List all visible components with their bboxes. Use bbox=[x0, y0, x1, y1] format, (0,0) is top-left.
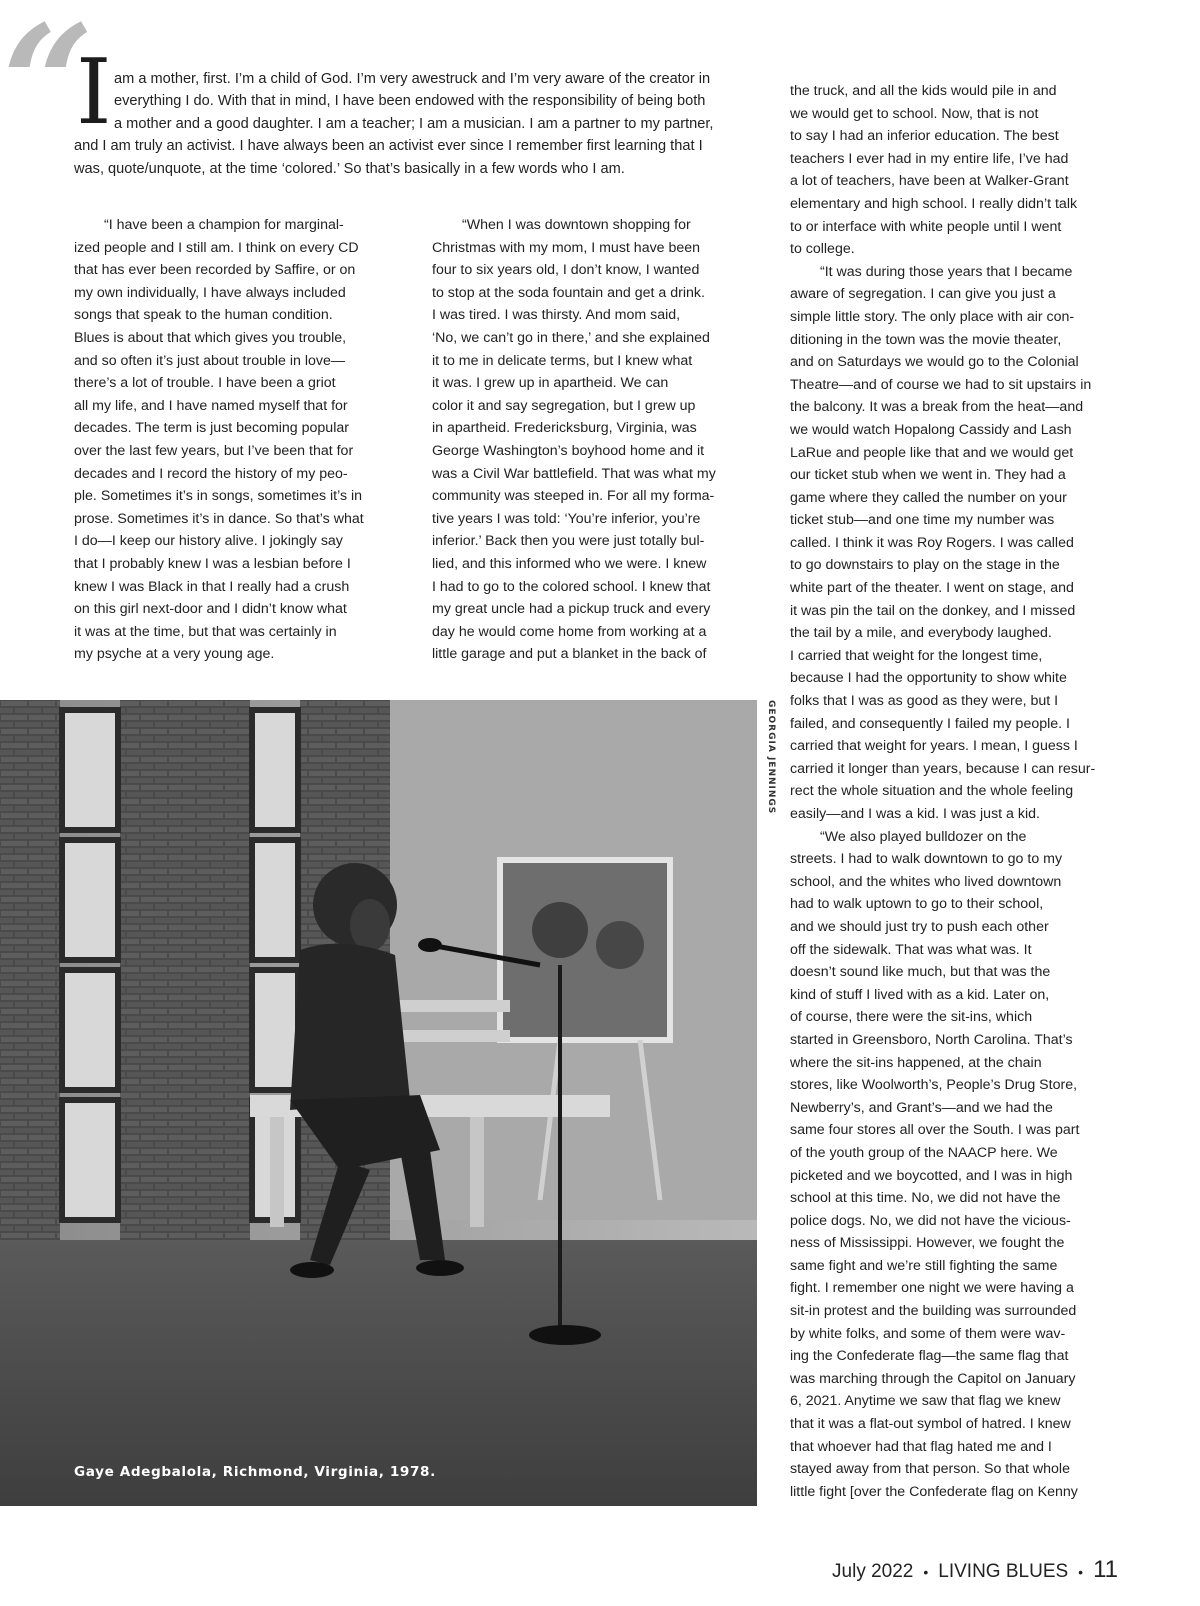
text-line: we would watch Hopalong Cassidy and Lash bbox=[790, 421, 1072, 438]
text-line: to college. bbox=[790, 241, 855, 258]
text-line: LaRue and people like that and we would get bbox=[790, 444, 1074, 461]
intro-paragraph bbox=[74, 68, 774, 180]
text-line: lied, and this informed who we were. I knew bbox=[432, 555, 707, 572]
text-line: that whoever had that flag hated me and I bbox=[790, 1438, 1052, 1455]
text-line: ticket stub—and one time my number was bbox=[790, 512, 1055, 529]
text-line: we would get to school. Now, that is not bbox=[790, 105, 1039, 122]
text-line: to go downstairs to play on the stage in the bbox=[790, 557, 1060, 574]
text-line: prose. Sometimes it’s in dance. So that’s what bbox=[74, 510, 364, 527]
text-line: George Washington’s boyhood home and it bbox=[432, 442, 705, 459]
text-line: teachers I ever had in my entire life, I’ve had bbox=[790, 150, 1069, 167]
text-line: and so often it’s just about trouble in love— bbox=[74, 352, 346, 369]
text-line: I was tired. I was thirsty. And mom said, bbox=[432, 307, 681, 324]
text-line: four to six years old, I don’t know, I wanted bbox=[432, 262, 700, 279]
text-line: folks that I was as good as they were, but I bbox=[790, 693, 1059, 710]
text-line: “I have been a champion for marginal- bbox=[104, 217, 344, 233]
intro-line: was, quote/unquote, at the time ‘colored.’ So that’s basically in a few words who I am. bbox=[74, 160, 625, 177]
text-line: it was pin the tail on the donkey, and I missed bbox=[790, 602, 1076, 619]
page-number: 11 bbox=[1093, 1556, 1118, 1583]
text-line: of course, there were the sit-ins, which bbox=[790, 1009, 1033, 1026]
text-line: our ticket stub when we went in. They had a bbox=[790, 467, 1066, 484]
text-line: ing the Confederate flag—the same flag that bbox=[790, 1348, 1069, 1365]
performer-photo bbox=[0, 700, 757, 1506]
text-line: “It was during those years that I became bbox=[820, 263, 1073, 280]
text-line: same fight and we’re still fighting the same bbox=[790, 1257, 1058, 1274]
text-line: started in Greensboro, North Carolina. That’s bbox=[790, 1031, 1073, 1048]
text-line: carried that weight for years. I mean, I guess I bbox=[790, 738, 1078, 755]
text-line: and we should just try to push each other bbox=[790, 918, 1049, 935]
text-line: Blues is about that which gives you trouble, bbox=[74, 329, 347, 346]
text-line: the balcony. It was a break from the heat—and bbox=[790, 399, 1084, 416]
text-line: because I had the opportunity to show white bbox=[790, 670, 1067, 687]
text-line: off the sidewalk. That was what was. It bbox=[790, 941, 1032, 958]
text-line: picketed and we boycotted, and I was in high bbox=[790, 1167, 1073, 1184]
text-line: there’s a lot of trouble. I have been a griot bbox=[74, 375, 336, 392]
text-line: aware of segregation. I can give you just a bbox=[790, 286, 1056, 303]
text-line: to stop at the soda fountain and get a drink. bbox=[432, 284, 705, 301]
intro-line: everything I do. With that in mind, I have been endowed with the responsibility of being both bbox=[114, 93, 706, 110]
text-line: decades. The term is just becoming popular bbox=[74, 420, 349, 437]
text-line: community was steeped in. For all my forma- bbox=[432, 488, 715, 505]
text-line: ness of Mississippi. However, we fought the bbox=[790, 1235, 1065, 1252]
footer-bullet: • bbox=[1078, 1564, 1084, 1580]
text-line: Christmas with my mom, I must have been bbox=[432, 239, 701, 256]
text-line: school, and the whites who lived downtown bbox=[790, 873, 1062, 890]
page-footer bbox=[832, 1556, 1118, 1584]
text-line: to or interface with white people until I went bbox=[790, 218, 1062, 235]
text-line: ized people and I still am. I think on every CD bbox=[74, 239, 359, 256]
text-line: white part of the theater. I went on stage, and bbox=[790, 580, 1074, 597]
text-line: that it was a flat-out symbol of hatred. I knew bbox=[790, 1416, 1071, 1433]
text-line: I carried that weight for the longest time, bbox=[790, 647, 1043, 664]
text-line: my great uncle had a pickup truck and every bbox=[432, 601, 711, 618]
text-line: it was at the time, but that was certainly in bbox=[74, 623, 337, 640]
text-column-3 bbox=[790, 80, 1130, 1503]
text-line: Newberry’s, and Grant’s—and we had the bbox=[790, 1099, 1053, 1116]
text-line: inferior.’ Back then you were just totally bul- bbox=[432, 533, 705, 550]
text-line: doesn’t sound like much, but that was the bbox=[790, 964, 1051, 981]
issue-date: July 2022 bbox=[832, 1561, 914, 1582]
text-line: called. I think it was Roy Rogers. I was called bbox=[790, 534, 1074, 551]
intro-line: am a mother, first. I’m a child of God. I’m very awestruck and I’m very aware of the creator in bbox=[114, 71, 711, 87]
magazine-name: LIVING BLUES bbox=[938, 1561, 1069, 1582]
text-line: was a Civil War battlefield. That was what my bbox=[432, 465, 716, 482]
text-line: “When I was downtown shopping for bbox=[462, 217, 691, 233]
photo-caption: Gaye Adegbalola, Richmond, Virginia, 1978. bbox=[74, 1464, 436, 1480]
text-line: it was. I grew up in apartheid. We can bbox=[432, 375, 669, 392]
text-line: police dogs. No, we did not have the vicious- bbox=[790, 1212, 1071, 1229]
footer-bullet: • bbox=[923, 1564, 929, 1580]
text-line: rect the whole situation and the whole feeling bbox=[790, 783, 1074, 800]
text-line: on this girl next-door and I didn’t know what bbox=[74, 601, 347, 618]
text-line: stayed away from that person. So that whole bbox=[790, 1461, 1070, 1478]
text-line: kind of stuff I lived with as a kid. Later on, bbox=[790, 986, 1050, 1003]
text-line: the tail by a mile, and everybody laughed. bbox=[790, 625, 1052, 642]
text-line: by white folks, and some of them were wav- bbox=[790, 1325, 1066, 1342]
text-line: fight. I remember one night we were having a bbox=[790, 1280, 1074, 1297]
intro-line: a mother and a good daughter. I am a teacher; I am a musician. I am a partner to my partner, bbox=[114, 115, 714, 132]
text-line: that has ever been recorded by Saffire, or on bbox=[74, 262, 356, 279]
text-line: I had to go to the colored school. I knew that bbox=[432, 578, 711, 595]
text-column-2 bbox=[432, 214, 762, 666]
text-line: the truck, and all the kids would pile in and bbox=[790, 83, 1057, 99]
text-line: ple. Sometimes it’s in songs, sometimes it’s in bbox=[74, 488, 363, 505]
text-line: songs that speak to the human condition. bbox=[74, 307, 333, 324]
text-column-1 bbox=[74, 214, 404, 666]
text-line: in apartheid. Fredericksburg, Virginia, was bbox=[432, 420, 697, 437]
text-line: I do—I keep our history alive. I jokingly say bbox=[74, 533, 343, 550]
text-line: streets. I had to walk downtown to go to my bbox=[790, 851, 1063, 868]
text-line: “We also played bulldozer on the bbox=[820, 828, 1027, 845]
text-line: carried it longer than years, because I can resur- bbox=[790, 760, 1096, 777]
text-line: failed, and consequently I failed my people. I bbox=[790, 715, 1070, 732]
text-line: 6, 2021. Anytime we saw that flag we knew bbox=[790, 1393, 1061, 1410]
text-line: that I probably knew I was a lesbian before I bbox=[74, 555, 351, 572]
text-line: stores, like Woolworth’s, People’s Drug Store, bbox=[790, 1077, 1078, 1094]
intro-line: and I am truly an activist. I have always been an activist ever since I remember first learning that I bbox=[74, 138, 703, 155]
text-line: day he would come home from working at a bbox=[432, 623, 707, 640]
text-line: sit-in protest and the building was surrounded bbox=[790, 1303, 1077, 1320]
text-line: decades and I record the history of my peo- bbox=[74, 465, 348, 482]
text-line: my psyche at a very young age. bbox=[74, 646, 275, 663]
text-line: over the last few years, but I’ve been that for bbox=[74, 442, 354, 459]
text-line: a lot of teachers, have been at Walker-Grant bbox=[790, 173, 1069, 190]
text-line: elementary and high school. I really didn’t talk bbox=[790, 195, 1078, 212]
text-line: to say I had an inferior education. The best bbox=[790, 128, 1059, 145]
text-line: all my life, and I have named myself that for bbox=[74, 397, 348, 414]
text-line: simple little story. The only place with air con- bbox=[790, 308, 1075, 325]
text-line: little fight [over the Confederate flag on Kenny bbox=[790, 1483, 1078, 1500]
text-line: knew I was Black in that I really had a crush bbox=[74, 578, 350, 595]
text-line: Theatre—and of course we had to sit upstairs in bbox=[790, 376, 1092, 393]
text-line: ‘No, we can’t go in there,’ and she explained bbox=[432, 329, 710, 346]
text-line: easily—and I was a kid. I was just a kid. bbox=[790, 806, 1040, 822]
text-line: of the youth group of the NAACP here. We bbox=[790, 1144, 1058, 1161]
text-line: tive years I was told: ‘You’re inferior, you’re bbox=[432, 510, 701, 527]
text-line: my own individually, I have always included bbox=[74, 284, 346, 301]
text-line: game where they called the number on your bbox=[790, 489, 1067, 506]
text-line: ditioning in the town was the movie theater, bbox=[790, 331, 1062, 348]
text-line: and on Saturdays we would go to the Colonial bbox=[790, 354, 1079, 371]
text-line: had to walk uptown to go to their school, bbox=[790, 896, 1044, 913]
text-line: school at this time. No, we did not have the bbox=[790, 1190, 1061, 1207]
decorative-quote-mark-icon: “ bbox=[2, 0, 81, 178]
text-line: it to me in delicate terms, but I knew what bbox=[432, 352, 693, 369]
photo-illustration bbox=[0, 700, 757, 1506]
text-line: color it and say segregation, but I grew up bbox=[432, 397, 696, 414]
text-line: where the sit-ins happened, at the chain bbox=[790, 1054, 1042, 1071]
text-line: same four stores all over the South. I was part bbox=[790, 1122, 1080, 1139]
text-line: little garage and put a blanket in the back of bbox=[432, 646, 707, 663]
photo-credit: GEORGIA JENNINGS bbox=[766, 700, 776, 815]
drop-cap: I bbox=[76, 40, 112, 145]
text-line: was marching through the Capitol on January bbox=[790, 1370, 1076, 1387]
